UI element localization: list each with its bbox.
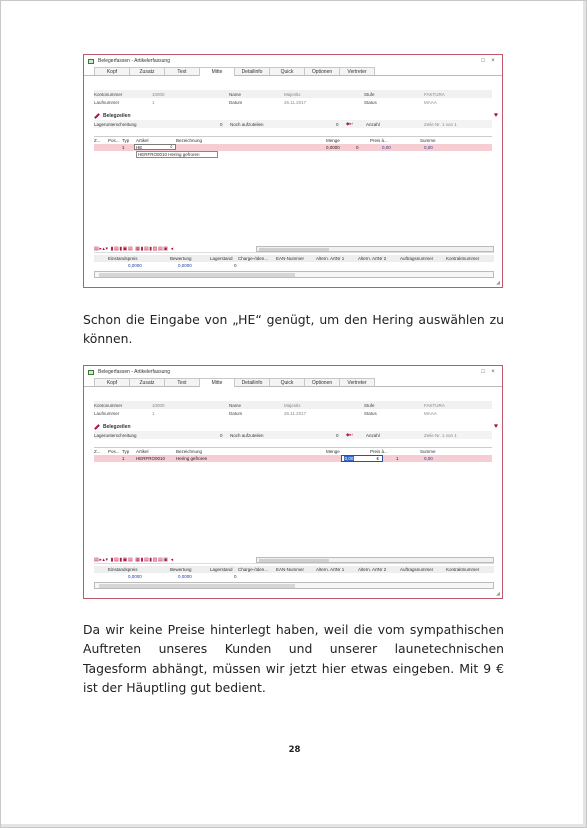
col-z[interactable]: Z... — [94, 138, 101, 143]
bottom-scrollbar[interactable] — [94, 582, 494, 589]
tab-zusatz[interactable]: Zusatz — [129, 67, 165, 75]
col-kontrakt: Kontraktnummer — [446, 567, 480, 572]
lager-value: 0 — [220, 121, 223, 127]
einstandspreis-value: 0,0000 — [128, 263, 142, 268]
horizontal-scrollbar[interactable] — [256, 557, 494, 563]
bottom-scrollbar[interactable] — [94, 271, 494, 278]
detail-row — [94, 262, 494, 269]
search-icon[interactable]: ⌕ — [170, 144, 173, 150]
section-belegzeilen — [94, 423, 498, 431]
progress-row — [94, 120, 492, 128]
zeile-counter: Zeile Nr. 1 von 1 — [424, 121, 457, 127]
heart-icon[interactable]: ♥ — [493, 112, 498, 119]
col-charge: Charge-/Iden... — [238, 256, 269, 261]
kontonummer-value: 10000 — [152, 91, 165, 97]
stufe-value: FAKTURA — [424, 91, 445, 97]
info-row-konto — [94, 90, 492, 98]
row-pos: 1 — [122, 145, 125, 150]
tab-text[interactable]: Text — [164, 378, 200, 386]
noch-value: 0 — [336, 121, 339, 127]
lagerstand-value: 0 — [234, 574, 237, 579]
col-typ[interactable]: Typ — [122, 449, 130, 454]
tab-optionen[interactable]: Optionen — [304, 378, 340, 386]
resize-grip-icon[interactable]: ◢ — [496, 591, 500, 597]
noch-label: Noch aufzuteilen — [230, 432, 264, 438]
tab-mitte[interactable]: Mitte — [199, 378, 235, 387]
table-row[interactable] — [94, 455, 492, 462]
popup-article-name[interactable]: Hering gefroren — [168, 152, 200, 157]
close-icon[interactable]: × — [491, 369, 495, 375]
col-bezeichnung[interactable]: Bezeichnung — [176, 449, 203, 454]
row-preis: 0,00 — [382, 145, 391, 150]
detail-header — [94, 255, 494, 262]
maximize-icon[interactable]: □ — [481, 58, 485, 64]
price-edit-field[interactable] — [341, 455, 383, 462]
tab-quick[interactable]: Quick — [269, 67, 305, 75]
datum-label: Datum — [229, 99, 243, 105]
row-bezeichnung: Hering gefroren — [176, 456, 208, 461]
tab-text[interactable]: Text — [164, 67, 200, 75]
datum-value: 26.11.2017 — [284, 99, 307, 105]
lager-label: Lagerunterschreitung — [94, 432, 137, 438]
tab-detailinfo[interactable]: Detailinfo — [234, 378, 270, 386]
col-menge[interactable]: Menge — [326, 449, 340, 454]
screenshot-article-entry-price — [83, 365, 503, 599]
tab-optionen[interactable]: Optionen — [304, 67, 340, 75]
grid-header — [94, 448, 492, 455]
bewertung-value: 0,0000 — [178, 263, 192, 268]
col-z[interactable]: Z... — [94, 449, 101, 454]
toolbar-icons[interactable]: ▤▸▴▾ ▮▤▮▣▤ ▦▮▤▮▥▤▣ ◂ — [94, 245, 174, 252]
col-bewertung: Bewertung — [170, 567, 192, 572]
col-einstandspreis: Einstandspreis — [108, 567, 138, 572]
status-value: MAAA — [424, 99, 437, 105]
col-kontrakt: Kontraktnummer — [446, 256, 480, 261]
section-title: Belegzeilen — [103, 424, 131, 430]
col-lagerstand: Lagerstand — [210, 256, 233, 261]
split-icon[interactable]: ◆▸‹ — [346, 121, 354, 126]
popup-article-code[interactable]: HERFRO0010 — [138, 152, 168, 157]
tab-vertreter[interactable]: Vertreter — [339, 67, 375, 75]
col-auftrag: Auftragsnummer — [400, 567, 434, 572]
row-one: 1 — [396, 456, 399, 461]
name-label: Name — [229, 91, 242, 97]
stufe-label: Stufe — [364, 91, 375, 97]
col-bezeichnung[interactable]: Bezeichnung — [176, 138, 203, 143]
currency-symbol: € — [376, 456, 379, 461]
col-einstandspreis: Einstandspreis — [108, 256, 138, 261]
col-altern2: Altern. ArtNr 2 — [358, 567, 387, 572]
stufe-label: Stufe — [364, 402, 375, 408]
grid-toolbar — [94, 245, 494, 253]
window-title: Belegerfassen - Artikelerfassung — [98, 58, 170, 64]
name-label: Name — [229, 402, 242, 408]
col-summe[interactable]: Summe — [420, 449, 436, 454]
info-row-lauf — [94, 409, 492, 417]
col-ean: EAN-Nummer — [276, 567, 305, 572]
stufe-value: FAKTURA — [424, 402, 445, 408]
table-row[interactable] — [94, 144, 492, 151]
app-window-icon — [88, 59, 94, 64]
tab-zusatz[interactable]: Zusatz — [129, 378, 165, 386]
col-preis[interactable]: Preis à... — [370, 449, 388, 454]
anzahl-label: Anzahl — [366, 432, 380, 438]
status-label: Status — [364, 410, 377, 416]
laufnummer-value: 1 — [152, 99, 155, 105]
row-artikel: HERFRO0010 — [136, 456, 166, 461]
screenshot-article-entry-search — [83, 54, 503, 288]
line-items-grid — [94, 136, 492, 242]
window-titlebar — [84, 366, 502, 378]
lagerstand-value: 0 — [234, 263, 237, 268]
name-value: Majestix — [284, 402, 301, 408]
col-lagerstand: Lagerstand — [210, 567, 233, 572]
col-charge: Charge-/Iden... — [238, 567, 269, 572]
tab-bar — [84, 67, 502, 76]
app-window-icon — [88, 370, 94, 375]
bewertung-value: 0,0000 — [178, 574, 192, 579]
row-summe: 0,00 — [424, 456, 433, 461]
kontonummer-value: 10000 — [152, 402, 165, 408]
col-altern1: Altern. ArtNr 1 — [316, 567, 345, 572]
col-auftrag: Auftragsnummer — [400, 256, 434, 261]
pencil-icon — [94, 424, 100, 430]
col-preis[interactable]: Preis à... — [370, 138, 388, 143]
tab-mitte[interactable]: Mitte — [199, 67, 235, 76]
laufnummer-label: Laufnummer — [94, 99, 120, 105]
toolbar-icons[interactable]: ▤▸▴▾ ▮▤▮▣▤ ▦▮▤▮▥▤▣ ◂ — [94, 556, 174, 563]
tab-vertreter[interactable]: Vertreter — [339, 378, 375, 386]
tab-kopf[interactable]: Kopf — [94, 378, 130, 386]
col-bewertung: Bewertung — [170, 256, 192, 261]
autocomplete-popup[interactable] — [136, 151, 218, 158]
anzahl-label: Anzahl — [366, 121, 380, 127]
grid-header — [94, 137, 492, 144]
section-title: Belegzeilen — [103, 113, 131, 119]
col-artikel[interactable]: Artikel — [136, 449, 149, 454]
resize-grip-icon[interactable]: ◢ — [496, 280, 500, 286]
col-altern2: Altern. ArtNr 2 — [358, 256, 387, 261]
progress-row — [94, 431, 492, 439]
zeile-counter: Zeile Nr. 1 von 1 — [424, 432, 457, 438]
info-row-konto — [94, 401, 492, 409]
laufnummer-label: Laufnummer — [94, 410, 120, 416]
tab-detailinfo[interactable]: Detailinfo — [234, 67, 270, 75]
heart-icon[interactable]: ♥ — [493, 423, 498, 430]
kontonummer-label: Kontonummer — [94, 402, 123, 408]
detail-header — [94, 566, 494, 573]
paragraph-2: Da wir keine Preise hinterlegt haben, weil die vom sympathischen Auftreten unseres Kunden und unserer launetechnischen Tagesform abhängt, müssen wir jetzt hier etwas eingeben. Mit 9 € ist der Häuptling gut bedient. — [83, 622, 504, 696]
status-value: MAAA — [424, 410, 437, 416]
col-artikel[interactable]: Artikel — [136, 138, 149, 143]
lager-label: Lagerunterschreitung — [94, 121, 137, 127]
grid-toolbar — [94, 556, 494, 564]
detail-row — [94, 573, 494, 580]
row-summe: 0,00 — [424, 145, 433, 150]
pencil-icon — [94, 113, 100, 119]
datum-label: Datum — [229, 410, 243, 416]
tab-quick[interactable]: Quick — [269, 378, 305, 386]
section-belegzeilen — [94, 112, 498, 120]
tab-bar — [84, 378, 502, 387]
info-row-lauf — [94, 98, 492, 106]
name-value: Majestix — [284, 91, 301, 97]
col-ean: EAN-Nummer — [276, 256, 305, 261]
lager-value: 0 — [220, 432, 223, 438]
status-label: Status — [364, 99, 377, 105]
col-altern1: Altern. ArtNr 1 — [316, 256, 345, 261]
kontonummer-label: Kontonummer — [94, 91, 123, 97]
horizontal-scrollbar[interactable] — [256, 246, 494, 252]
row-menge: 0,0000 — [326, 145, 340, 150]
price-edit-selection[interactable]: 0,00 — [344, 456, 354, 461]
einstandspreis-value: 0,0000 — [128, 574, 142, 579]
close-icon[interactable]: × — [491, 58, 495, 64]
window-title: Belegerfassen - Artikelerfassung — [98, 369, 170, 375]
paragraph-1: Schon die Eingabe von „HE“ genügt, um den Hering auswählen zu können. — [83, 312, 504, 347]
split-icon[interactable]: ◆▸‹ — [346, 432, 354, 437]
tab-kopf[interactable]: Kopf — [94, 67, 130, 75]
col-typ[interactable]: Typ — [122, 138, 130, 143]
noch-value: 0 — [336, 432, 339, 438]
line-items-grid — [94, 447, 492, 553]
laufnummer-value: 1 — [152, 410, 155, 416]
window-titlebar — [84, 55, 502, 67]
noch-label: Noch aufzuteilen — [230, 121, 264, 127]
col-pos[interactable]: Pos... — [108, 138, 120, 143]
page-number: 28 — [288, 745, 301, 755]
col-menge[interactable]: Menge — [326, 138, 340, 143]
datum-value: 26.11.2017 — [284, 410, 307, 416]
col-summe[interactable]: Summe — [420, 138, 436, 143]
maximize-icon[interactable]: □ — [481, 369, 485, 375]
row-zero: 0 — [356, 145, 359, 150]
row-artikel-text: HE — [136, 145, 143, 150]
col-pos[interactable]: Pos... — [108, 449, 120, 454]
row-pos: 1 — [122, 456, 125, 461]
